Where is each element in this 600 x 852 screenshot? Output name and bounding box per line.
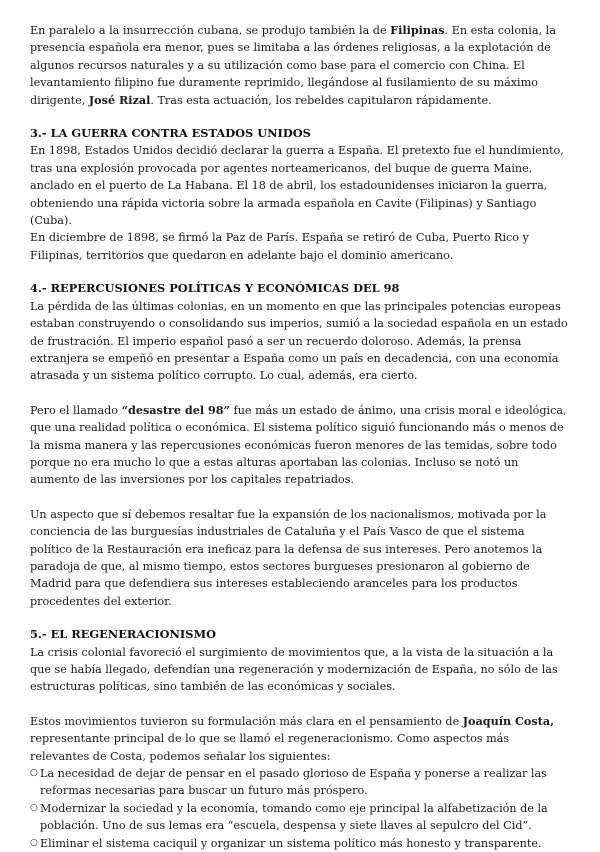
paragraph-repercusiones-3: Un aspecto que sí debemos resaltar fue la expansión de los nacionalismos, motivada por la conciencia de las burguesías industriales de Cataluña y el País Vasco de que el sistema político de la Restauración era ineficaz para la defensa de sus intereses. Pero anotemos la paradoja de que, al mismo tiempo, estos sectores burgueses presionaron al gobierno de Madrid para que defendiera sus intereses estableciendo aranceles para los productos procedentes del exterior. [30,507,547,608]
paragraph-guerra-1: En 1898, Estados Unidos decidió declarar la guerra a España. El pretexto fue el hundimiento, tras una explosión provocada por agentes norteamericanos, del buque de guerra Maine, anclado en el puerto de La Habana. El 18 de abril, los estadounidenses iniciaron la guerra, obteniendo una rápida victoria sobre la armada española en Cavite (Filipinas) y Santiago (Cuba). [30,144,564,228]
circle-bullet-icon: ○ [30,768,38,779]
paragraph-regeneracionismo-1: La crisis colonial favoreció el surgimiento de movimientos que, a la vista de la situación a la que se había llegado, defendían una regeneración y modernización de España, no sólo de las estructuras políticas, sino también de las económicas y sociales. [30,645,558,694]
list-item [30,765,570,800]
text-run: . Tras esta actuación, los rebeldes capitularon rápidamente. [150,93,492,107]
bold-term-joaquin-costa: Joaquín Costa, [462,713,554,728]
list-item [30,800,570,835]
circle-bullet-icon: ○ [30,837,38,848]
heading-section-4: 4.- REPERCUSIONES POLÍTICAS Y ECONÓMICAS DEL 98 [30,281,400,296]
paragraph-guerra-2: En diciembre de 1898, se firmó la Paz de París. España se retiró de Cuba, Puerto Rico y Filipinas, territorios que quedaron en adelante bajo el dominio americano. [30,231,529,262]
circle-bullet-icon: ○ [30,802,38,813]
costa-aspects-list [30,765,570,852]
list-item-text: La necesidad de dejar de pensar en el pasado glorioso de España y ponerse a realizar las reformas necesarias para buscar un futuro más próspero. [40,767,547,798]
text-run: representante principal de lo que se llamó el regeneracionismo. Como aspectos más relevantes de Costa, podemos señalar los siguientes: [30,732,510,763]
list-item-text: Eliminar el sistema caciquil y organizar un sistema político más honesto y transparente. [40,836,542,850]
text-run: En paralelo a la insurrección cubana, se produjo también la de [30,24,391,37]
text-run: fue más un estado de ánimo, una crisis moral e ideológica, que una realidad política o económica. El sistema político siguió funcionando más o menos de la misma manera y las repercusiones económicas fueron menores de las temidas, sobre todo porque no era mucho lo que a estas alturas aportaban las colonias. Incluso se notó un aumento de las inversiones por los capitales repatriados. [30,403,567,487]
paragraph-repercusiones-2 [30,402,570,489]
bold-term-filipinas: Filipinas [390,23,445,37]
bold-term-desastre-98: “desastre del 98” [121,402,230,417]
paragraph-filipinas [30,22,570,109]
heading-section-3: 3.- LA GUERRA CONTRA ESTADOS UNIDOS [30,126,311,141]
heading-section-5: 5.- EL REGENERACIONISMO [30,627,217,642]
list-item-text: Modernizar la sociedad y la economía, tomando como eje principal la alfabetización de la población. Uno de sus lemas era “escuela, despensa y siete llaves al sepulcro del Cid”. [40,801,548,833]
list-item [30,835,570,852]
paragraph-repercusiones-1: La pérdida de las últimas colonias, en un momento en que las principales potencias europeas estaban construyendo o consolidando sus imperios, sumió a la sociedad española en un estado de frustración. El imperio español pasó a ser un recuerdo doloroso. Además, la prensa extranjera se empeñó en presentar a España como un país en decadencia, con una economía atrasada y un sistema político corrupto. Lo cual, además, era cierto. [30,299,568,383]
text-run: Pero el llamado [30,403,122,417]
text-run: Estos movimientos tuvieron su formulación más clara en el pensamiento de [30,714,463,728]
text-run: . En esta colonia, la presencia española era menor, pues se limitaba a las órdenes religiosas, a la explotación de algunos recursos naturales y a su utilización como base para el comercio con China. El levantamiento filipino fue duramente reprimido, llegándose al fusilamiento de su máximo dirigente, [30,24,556,107]
paragraph-regeneracionismo-2 [30,713,570,765]
bold-term-jose-rizal: José Rizal [88,92,151,107]
